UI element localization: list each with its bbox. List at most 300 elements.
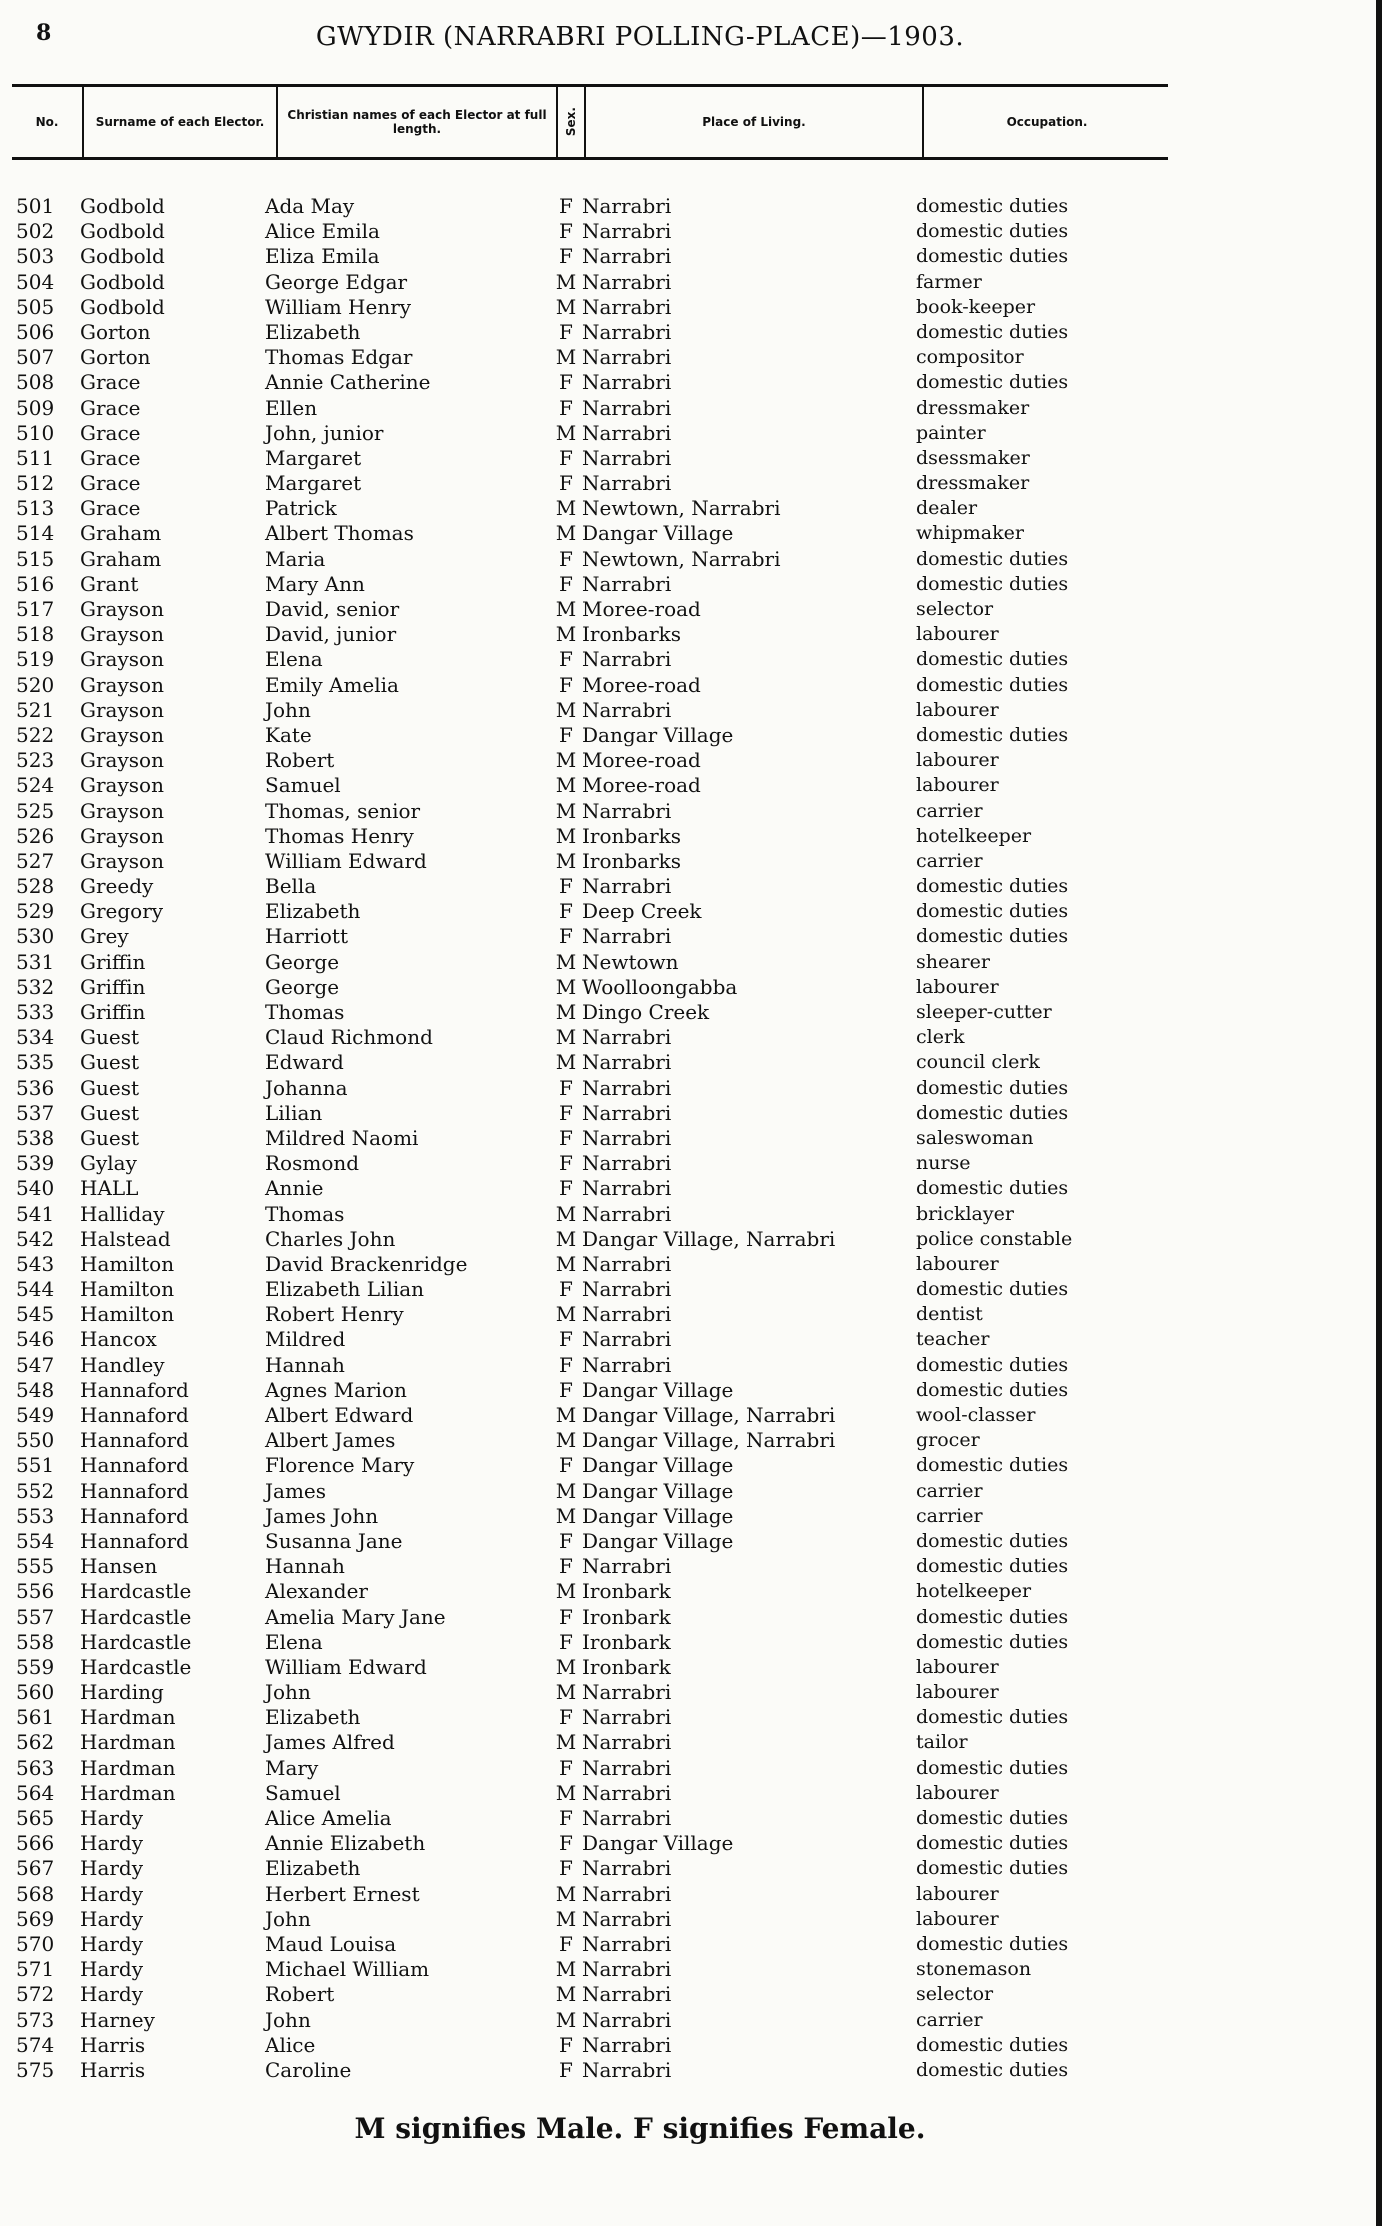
elector-sex: F — [559, 1931, 573, 1956]
elector-number: 535 — [16, 1050, 55, 1075]
table-row — [0, 1479, 1382, 1504]
elector-christian-names: Ada May — [265, 194, 355, 218]
elector-occupation: domestic duties — [916, 648, 1069, 671]
elector-occupation: domestic duties — [916, 2033, 1069, 2056]
elector-place: Ironbarks — [582, 622, 682, 647]
table-row — [0, 1252, 1382, 1277]
elector-place: Narrabri — [582, 647, 672, 672]
elector-number: 546 — [16, 1327, 55, 1352]
table-row — [0, 446, 1382, 471]
elector-occupation: carrier — [916, 1479, 983, 1502]
elector-surname: Hardy — [80, 1931, 144, 1956]
elector-number: 534 — [16, 1025, 55, 1050]
elector-sex: M — [555, 773, 577, 798]
elector-place: Narrabri — [582, 1856, 672, 1881]
elector-number: 523 — [16, 748, 55, 773]
elector-sex: F — [559, 1705, 573, 1730]
table-row — [0, 723, 1382, 748]
elector-christian-names: Albert Edward — [265, 1403, 414, 1427]
elector-sex: M — [555, 1478, 577, 1503]
elector-occupation: dressmaker — [916, 396, 1030, 419]
elector-place: Narrabri — [582, 1025, 672, 1050]
elector-sex: M — [555, 1881, 577, 1906]
elector-occupation: domestic duties — [916, 1605, 1069, 1628]
elector-place: Narrabri — [582, 1327, 672, 1352]
elector-place: Narrabri — [582, 1050, 672, 1075]
elector-place: Dangar Village — [582, 1453, 734, 1478]
header-place: Place of Living. — [584, 87, 922, 157]
elector-christian-names: Samuel — [265, 773, 341, 798]
elector-occupation: painter — [916, 421, 986, 444]
elector-sex: M — [555, 1982, 577, 2007]
elector-christian-names: Bella — [265, 874, 317, 899]
elector-christian-names: William Edward — [265, 1654, 427, 1679]
elector-number: 552 — [16, 1478, 55, 1503]
elector-surname: Hardman — [80, 1730, 176, 1755]
elector-surname: Hannaford — [80, 1478, 189, 1503]
elector-christian-names: Samuel — [265, 1780, 341, 1805]
elector-occupation: domestic duties — [916, 1706, 1069, 1729]
elector-sex: M — [555, 496, 577, 521]
elector-christian-names: Rosmond — [265, 1151, 360, 1176]
elector-place: Newtown, Narrabri — [582, 546, 781, 571]
elector-number: 564 — [16, 1780, 55, 1805]
elector-surname: Graham — [80, 521, 162, 546]
elector-place: Narrabri — [582, 445, 672, 470]
elector-surname: Handley — [80, 1352, 165, 1377]
elector-christian-names: Caroline — [265, 2057, 352, 2082]
elector-occupation: police constable — [916, 1227, 1073, 1250]
elector-occupation: domestic duties — [916, 1807, 1069, 1829]
table-row — [0, 1353, 1382, 1378]
elector-occupation: labourer — [916, 1252, 999, 1275]
elector-christian-names: George — [265, 949, 340, 974]
elector-occupation: domestic duties — [916, 875, 1069, 898]
table-row — [0, 1126, 1382, 1151]
elector-surname: Griffin — [80, 974, 146, 999]
elector-occupation: dentist — [916, 1303, 983, 1326]
elector-surname: Harding — [80, 1680, 164, 1705]
table-row — [0, 1000, 1382, 1025]
elector-surname: Guest — [80, 1100, 139, 1125]
table-row — [0, 496, 1382, 521]
elector-occupation: hotelkeeper — [916, 1580, 1032, 1603]
table-row — [0, 1730, 1382, 1755]
elector-christian-names: Mary Ann — [265, 571, 365, 596]
elector-occupation: nurse — [916, 1152, 971, 1175]
elector-number: 538 — [16, 1125, 55, 1150]
elector-sex: M — [555, 798, 577, 823]
table-row — [0, 320, 1382, 345]
elector-place: Narrabri — [582, 1982, 672, 2007]
elector-place: Narrabri — [582, 1931, 672, 1956]
elector-number: 509 — [16, 395, 55, 420]
elector-christian-names: Thomas, senior — [265, 798, 421, 823]
elector-christian-names: Herbert Ernest — [265, 1881, 420, 1906]
elector-number: 501 — [16, 194, 55, 218]
elector-christian-names: Margaret — [265, 445, 362, 470]
elector-place: Narrabri — [582, 2007, 672, 2032]
elector-sex: M — [555, 1654, 577, 1679]
elector-christian-names: Alice Emila — [265, 219, 380, 244]
elector-surname: Godbold — [80, 244, 165, 269]
elector-number: 563 — [16, 1755, 55, 1780]
elector-sex: F — [559, 722, 573, 747]
elector-number: 544 — [16, 1277, 55, 1302]
page-title: GWYDIR (NARRABRI POLLING-PLACE)—1903. — [315, 22, 965, 52]
elector-number: 574 — [16, 2032, 55, 2057]
elector-surname: Hamilton — [80, 1277, 175, 1302]
table-row — [0, 1982, 1382, 2007]
elector-christian-names: Kate — [265, 722, 312, 747]
elector-occupation: dealer — [916, 497, 978, 520]
elector-place: Dingo Creek — [582, 1000, 710, 1024]
elector-sex: M — [555, 974, 577, 999]
elector-number: 566 — [16, 1831, 55, 1856]
elector-place: Narrabri — [582, 1806, 672, 1830]
elector-sex: F — [559, 672, 573, 697]
header-sex-label: Sex. — [564, 107, 578, 137]
table-row — [0, 1025, 1382, 1050]
elector-number: 549 — [16, 1403, 55, 1427]
table-row — [0, 1428, 1382, 1453]
elector-sex: M — [555, 597, 577, 621]
elector-sex: M — [555, 1050, 577, 1075]
elector-occupation: domestic duties — [916, 925, 1069, 948]
table-row — [0, 1227, 1382, 1252]
elector-number: 569 — [16, 1906, 55, 1931]
table-row — [0, 521, 1382, 546]
elector-number: 527 — [16, 848, 55, 873]
table-row — [0, 597, 1382, 622]
elector-sex: M — [555, 1780, 577, 1805]
elector-surname: Hamilton — [80, 1251, 175, 1276]
elector-occupation: labourer — [916, 623, 999, 646]
elector-sex: M — [555, 1000, 577, 1024]
elector-number: 537 — [16, 1100, 55, 1125]
elector-christian-names: Annie — [265, 1176, 324, 1201]
elector-sex: M — [555, 748, 577, 773]
elector-surname: Grey — [80, 924, 129, 949]
elector-surname: Halliday — [80, 1201, 165, 1226]
elector-sex: F — [559, 874, 573, 899]
elector-christian-names: Mildred — [265, 1327, 346, 1352]
elector-occupation: domestic duties — [916, 371, 1069, 394]
elector-occupation: labourer — [916, 1655, 999, 1678]
elector-christian-names: Mary — [265, 1755, 319, 1780]
elector-place: Narrabri — [582, 219, 672, 244]
table-row — [0, 673, 1382, 698]
table-row — [0, 874, 1382, 899]
elector-place: Narrabri — [582, 1780, 672, 1805]
elector-sex: F — [559, 1377, 573, 1402]
elector-place: Dangar Village, Narrabri — [582, 1428, 836, 1453]
elector-christian-names: Albert James — [265, 1428, 396, 1453]
elector-occupation: labourer — [916, 975, 999, 998]
elector-christian-names: Florence Mary — [265, 1453, 415, 1478]
elector-occupation: teacher — [916, 1328, 990, 1351]
elector-place: Ironbarks — [582, 823, 682, 848]
table-row — [0, 1655, 1382, 1680]
elector-occupation: domestic duties — [916, 1756, 1069, 1779]
elector-christian-names: John, junior — [265, 420, 384, 445]
elector-surname: Hansen — [80, 1554, 158, 1579]
elector-occupation: domestic duties — [916, 900, 1069, 923]
elector-occupation: farmer — [916, 270, 982, 293]
elector-surname: Hardy — [80, 1831, 144, 1856]
elector-sex: M — [555, 949, 577, 974]
elector-sex: M — [555, 1025, 577, 1050]
elector-place: Narrabri — [582, 194, 672, 218]
elector-sex: F — [559, 219, 573, 244]
elector-number: 556 — [16, 1579, 55, 1604]
elector-occupation: domestic duties — [916, 245, 1069, 268]
table-row — [0, 1831, 1382, 1856]
elector-number: 515 — [16, 546, 55, 571]
elector-place: Narrabri — [582, 1125, 672, 1150]
table-row — [0, 2058, 1382, 2083]
elector-christian-names: Thomas Edgar — [265, 345, 413, 370]
table-row — [0, 295, 1382, 320]
table-row — [0, 194, 1382, 219]
elector-christian-names: Amelia Mary Jane — [265, 1604, 446, 1629]
elector-number: 562 — [16, 1730, 55, 1755]
elector-sex: F — [559, 546, 573, 571]
elector-occupation: domestic duties — [916, 220, 1069, 243]
elector-number: 536 — [16, 1075, 55, 1100]
table-row — [0, 1579, 1382, 1604]
elector-occupation: domestic duties — [916, 1630, 1069, 1653]
elector-list — [0, 194, 1382, 2083]
elector-number: 512 — [16, 471, 55, 496]
elector-surname: Halstead — [80, 1226, 171, 1251]
elector-number: 519 — [16, 647, 55, 672]
elector-place: Narrabri — [582, 471, 672, 496]
elector-occupation: carrier — [916, 799, 983, 822]
elector-surname: Gorton — [80, 319, 151, 344]
elector-place: Ironbark — [582, 1579, 671, 1604]
table-row — [0, 2008, 1382, 2033]
elector-sex: F — [559, 1352, 573, 1377]
elector-occupation: whipmaker — [916, 522, 1024, 545]
elector-place: Newtown, Narrabri — [582, 496, 781, 521]
elector-place: Dangar Village — [582, 1831, 734, 1856]
elector-occupation: sleeper-cutter — [916, 1001, 1052, 1023]
elector-sex: M — [555, 1226, 577, 1251]
elector-sex: F — [559, 1528, 573, 1553]
elector-place: Narrabri — [582, 294, 672, 319]
elector-occupation: domestic duties — [916, 1378, 1069, 1401]
elector-occupation: domestic duties — [916, 1832, 1069, 1855]
elector-number: 561 — [16, 1705, 55, 1730]
table-row — [0, 899, 1382, 924]
elector-sex: F — [559, 1075, 573, 1100]
elector-surname: Graham — [80, 546, 162, 571]
elector-place: Ironbarks — [582, 848, 682, 873]
table-row — [0, 270, 1382, 295]
elector-christian-names: Michael William — [265, 1957, 430, 1982]
table-row — [0, 1076, 1382, 1101]
elector-christian-names: David, junior — [265, 622, 397, 647]
elector-sex: F — [559, 2032, 573, 2057]
elector-christian-names: Elizabeth — [265, 1856, 361, 1881]
elector-christian-names: Elizabeth — [265, 319, 361, 344]
elector-occupation: wool-classer — [916, 1404, 1036, 1426]
elector-christian-names: Thomas — [265, 1201, 345, 1226]
elector-surname: Hardy — [80, 1881, 144, 1906]
elector-surname: Hardman — [80, 1705, 176, 1730]
elector-place: Narrabri — [582, 571, 672, 596]
elector-place: Narrabri — [582, 2032, 672, 2057]
elector-number: 531 — [16, 949, 55, 974]
elector-surname: Godbold — [80, 194, 165, 218]
elector-sex: F — [559, 1125, 573, 1150]
table-row — [0, 1554, 1382, 1579]
elector-christian-names: Harriott — [265, 924, 348, 949]
elector-surname: Harris — [80, 2032, 146, 2057]
elector-christian-names: Margaret — [265, 471, 362, 496]
elector-surname: Hardman — [80, 1780, 176, 1805]
elector-occupation: book-keeper — [916, 295, 1036, 318]
elector-number: 555 — [16, 1554, 55, 1579]
elector-surname: Hardy — [80, 1957, 144, 1982]
elector-place: Dangar Village — [582, 722, 734, 747]
elector-place: Narrabri — [582, 1352, 672, 1377]
table-row — [0, 1705, 1382, 1730]
elector-christian-names: Hannah — [265, 1554, 345, 1579]
elector-occupation: domestic duties — [916, 547, 1069, 570]
elector-sex: F — [559, 1151, 573, 1176]
elector-place: Narrabri — [582, 319, 672, 344]
elector-christian-names: Robert — [265, 1982, 335, 2007]
table-row — [0, 1277, 1382, 1302]
header-no: No. — [35, 115, 59, 129]
elector-surname: Hardy — [80, 1906, 144, 1931]
elector-sex: M — [555, 1403, 577, 1427]
elector-place: Ironbark — [582, 1654, 671, 1679]
elector-number: 553 — [16, 1503, 55, 1528]
elector-occupation: domestic duties — [916, 1932, 1069, 1955]
elector-occupation: domestic duties — [916, 673, 1069, 696]
elector-christian-names: John — [265, 1906, 311, 1931]
elector-sex: F — [559, 1176, 573, 1201]
elector-number: 507 — [16, 345, 55, 370]
elector-christian-names: David, senior — [265, 597, 400, 621]
table-row — [0, 345, 1382, 370]
elector-number: 545 — [16, 1302, 55, 1327]
elector-christian-names: Thomas — [265, 1000, 345, 1024]
elector-occupation: domestic duties — [916, 1101, 1069, 1124]
elector-number: 540 — [16, 1176, 55, 1201]
elector-christian-names: Annie Catherine — [265, 370, 431, 395]
elector-sex: M — [555, 1251, 577, 1276]
elector-sex: M — [555, 521, 577, 546]
table-row — [0, 1378, 1382, 1403]
elector-christian-names: Lilian — [265, 1100, 323, 1125]
elector-place: Ironbark — [582, 1629, 671, 1654]
elector-number: 529 — [16, 899, 55, 924]
table-row — [0, 1605, 1382, 1630]
elector-christian-names: Thomas Henry — [265, 823, 414, 848]
elector-surname: Hardcastle — [80, 1629, 192, 1654]
elector-christian-names: Susanna Jane — [265, 1528, 403, 1553]
elector-sex: M — [555, 1680, 577, 1705]
elector-place: Moree-road — [582, 597, 701, 621]
elector-occupation: tailor — [916, 1731, 968, 1754]
elector-place: Narrabri — [582, 1251, 672, 1276]
elector-surname: Harris — [80, 2057, 146, 2082]
elector-surname: Hannaford — [80, 1403, 189, 1427]
elector-surname: Grace — [80, 496, 141, 521]
elector-occupation: carrier — [916, 849, 983, 872]
elector-sex: M — [555, 1201, 577, 1226]
elector-place: Narrabri — [582, 269, 672, 294]
elector-place: Dangar Village, Narrabri — [582, 1226, 836, 1251]
elector-christian-names: Robert Henry — [265, 1302, 404, 1327]
elector-place: Woolloongabba — [582, 974, 738, 999]
elector-surname: Grayson — [80, 597, 164, 621]
elector-sex: F — [559, 2057, 573, 2082]
elector-surname: Grayson — [80, 722, 164, 747]
elector-surname: Gregory — [80, 899, 164, 924]
elector-place: Moree-road — [582, 672, 701, 697]
elector-sex: F — [559, 244, 573, 269]
elector-number: 560 — [16, 1680, 55, 1705]
table-row — [0, 1302, 1382, 1327]
elector-occupation: selector — [916, 1983, 994, 2006]
elector-number: 554 — [16, 1528, 55, 1553]
elector-place: Narrabri — [582, 1075, 672, 1100]
elector-number: 525 — [16, 798, 55, 823]
elector-christian-names: Claud Richmond — [265, 1025, 433, 1050]
table-row — [0, 924, 1382, 949]
elector-surname: Guest — [80, 1025, 139, 1050]
table-row — [0, 1529, 1382, 1554]
elector-number: 557 — [16, 1604, 55, 1629]
elector-sex: F — [559, 1554, 573, 1579]
elector-number: 504 — [16, 269, 55, 294]
table-row — [0, 1327, 1382, 1352]
table-row — [0, 1882, 1382, 1907]
elector-occupation: stonemason — [916, 1958, 1032, 1981]
table-header — [12, 84, 1168, 160]
elector-surname: Hannaford — [80, 1377, 189, 1402]
elector-number: 517 — [16, 597, 55, 621]
elector-sex: F — [559, 1453, 573, 1478]
elector-christian-names: George — [265, 974, 340, 999]
elector-surname: Harney — [80, 2007, 155, 2032]
elector-sex: M — [555, 420, 577, 445]
elector-place: Ironbark — [582, 1604, 671, 1629]
elector-sex: M — [555, 294, 577, 319]
elector-surname: Grayson — [80, 848, 164, 873]
elector-occupation: domestic duties — [916, 1529, 1069, 1552]
elector-number: 558 — [16, 1629, 55, 1654]
elector-number: 559 — [16, 1654, 55, 1679]
elector-sex: M — [555, 1957, 577, 1982]
elector-sex: F — [559, 1100, 573, 1125]
elector-surname: Grace — [80, 370, 141, 395]
elector-number: 571 — [16, 1957, 55, 1982]
elector-occupation: clerk — [916, 1026, 965, 1049]
elector-sex: F — [559, 370, 573, 395]
table-row — [0, 799, 1382, 824]
elector-christian-names: Elizabeth — [265, 1705, 361, 1730]
header-christian-names: Christian names of each Elector at full length. — [276, 87, 556, 157]
elector-christian-names: Albert Thomas — [265, 521, 414, 546]
elector-number: 502 — [16, 219, 55, 244]
elector-surname: Hardcastle — [80, 1654, 192, 1679]
